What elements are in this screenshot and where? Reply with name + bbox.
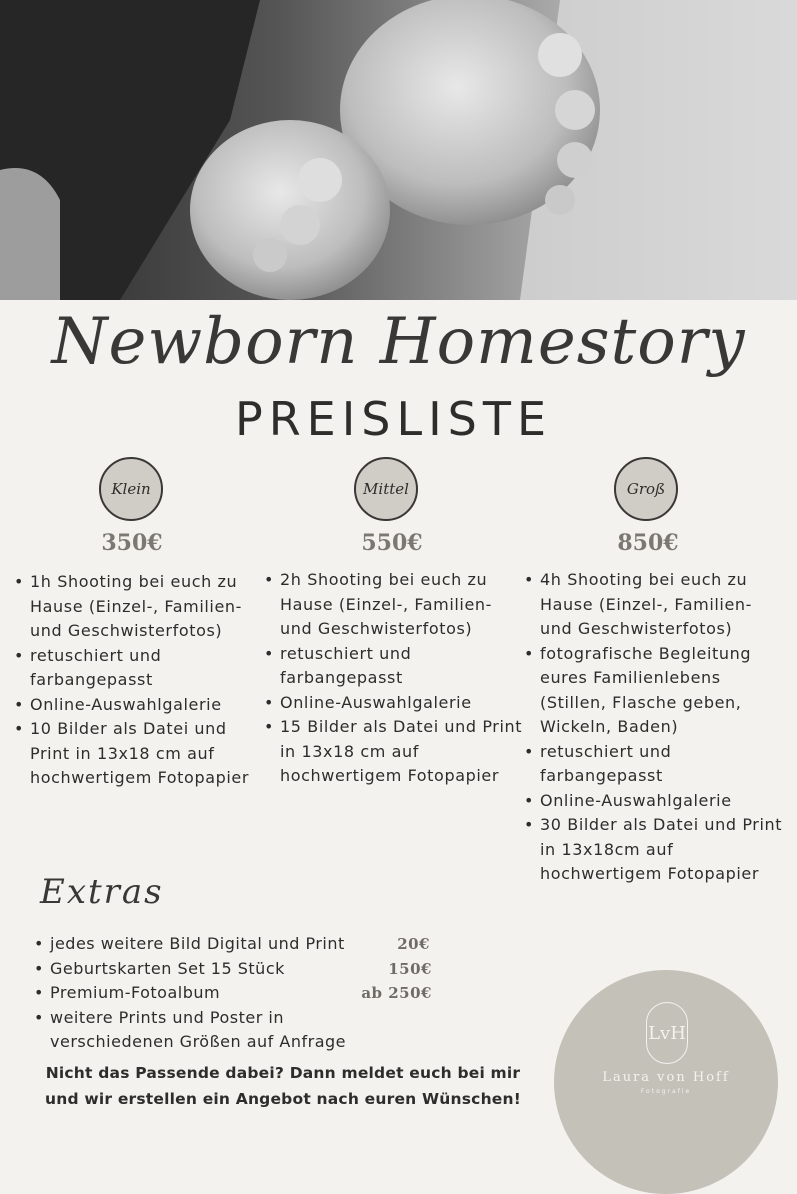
list-item: • 1h Shooting bei euch zu Hause (Einzel-, Familien- und Geschwisterfotos) [12, 570, 264, 644]
list-item: • 2h Shooting bei euch zu Hause (Einzel-, Familien- und Geschwisterfotos) [262, 568, 524, 642]
extras-title: Extras [40, 872, 164, 912]
list-item: • fotografische Begleitung eures Familienlebens (Stillen, Flasche geben, Wickeln, Baden) [522, 642, 788, 740]
package-price-gross: 850€ [617, 530, 679, 556]
extras-item-label: Geburtskarten Set 15 Stück [50, 958, 285, 978]
logo-subtitle: Fotografie [640, 1088, 692, 1095]
extras-item-price: ab 250€ [361, 984, 432, 1002]
extras-item-label: jedes weitere Bild Digital und Print [50, 934, 345, 953]
package-list-gross [522, 568, 788, 887]
package-price-mittel: 550€ [361, 530, 423, 556]
package-badge-mittel: Mittel [354, 457, 418, 521]
extras-item [32, 981, 442, 1006]
footer-note-line: Nicht das Passende dabei? Dann meldet euch bei mir [45, 1064, 521, 1082]
list-item: • retuschiert und farbangepasst [262, 642, 524, 691]
package-list-klein [12, 570, 264, 791]
script-title: Newborn Homestory [51, 305, 746, 379]
package-badge-klein: Klein [99, 457, 163, 521]
logo-name: Laura von Hoff [602, 1070, 730, 1085]
list-item: • Online-Auswahlgalerie [522, 789, 788, 814]
extras-item [32, 957, 442, 982]
list-item: • retuschiert und farbangepasst [12, 644, 264, 693]
extras-item-price: 20€ [397, 935, 430, 953]
package-badge-gross: Groß [614, 457, 678, 521]
list-item: • 10 Bilder als Datei und Print in 13x18 cm auf hochwertigem Fotopapier [12, 717, 264, 791]
list-item: • 15 Bilder als Datei und Print in 13x18 cm auf hochwertigem Fotopapier [262, 715, 524, 789]
list-item: • 30 Bilder als Datei und Print in 13x18cm auf hochwertigem Fotopapier [522, 813, 788, 887]
list-item: • Online-Auswahlgalerie [12, 693, 264, 718]
extras-item [32, 932, 442, 957]
package-list-mittel [262, 568, 524, 789]
list-item: • retuschiert und farbangepasst [522, 740, 788, 789]
list-item: • Online-Auswahlgalerie [262, 691, 524, 716]
extras-list [32, 932, 442, 1055]
footer-note [28, 1060, 538, 1112]
package-price-klein: 350€ [101, 530, 163, 556]
extras-item [32, 1006, 400, 1055]
extras-item-price: 150€ [388, 959, 432, 978]
page-title: PREISLISTE [234, 392, 553, 446]
extras-item-label: Premium-Fotoalbum [50, 983, 221, 1002]
footer-note-line: und wir erstellen ein Angebot nach euren Wünschen! [44, 1090, 522, 1108]
baby-feet-photo [0, 0, 797, 300]
extras-item-label: weitere Prints und Poster in verschiedenen Größen auf Anfrage [50, 1007, 346, 1051]
list-item: • 4h Shooting bei euch zu Hause (Einzel-, Familien- und Geschwisterfotos) [522, 568, 788, 642]
logo-monogram-icon: LvH [646, 1002, 688, 1064]
